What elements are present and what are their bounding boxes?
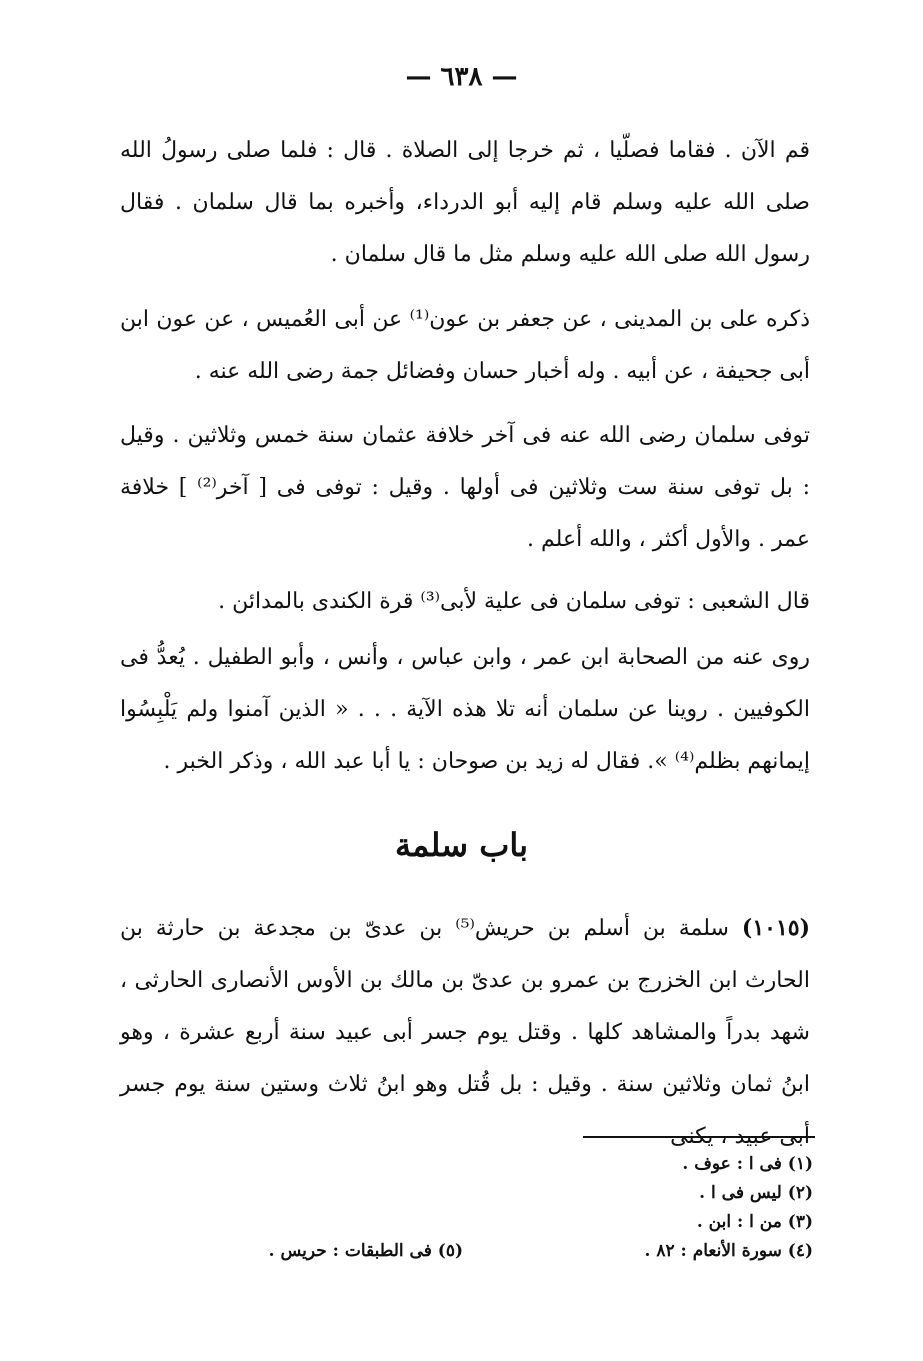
footnote-1: (١) فى ا : عوف . [682, 1154, 813, 1174]
entry-text: سلمة بن أسلم بن حريش⁽⁵⁾ بن عدىّ بن مجدعة بن حارثة بن الحارث ابن الخزرج بن عمرو بن عدىّ بن مالك بن الأوس الأنصارى الحارثى ، شهد بدراً والمشاهد كلها . وقتل يوم جسر أبى عبيد سنة أربع عشرة ، وهو ابنُ ثمان وثلاثين سنة . وقيل : بل قُتل وهو ابنُ ثلاث وستين سنة يوم جسر أبى عبيد ، يكنى [120, 916, 810, 1149]
entry-paragraph [120, 902, 810, 1163]
page-number: — ٦٣٨ — [405, 62, 518, 92]
footnote-5: (٥) فى الطبقات : حريس . [268, 1241, 463, 1261]
entry-number: (١٠١٥) [741, 915, 810, 941]
footnote-3: (٣) من ا : ابن . [696, 1212, 813, 1232]
section-heading: باب سلمة [395, 826, 528, 864]
paragraph-companions: روى عنه من الصحابة ابن عمر ، وابن عباس ، وأنس ، وأبو الطفيل . يُعدُّ فى الكوفيين . روينا عن سلمان أنه تلا هذه الآية . . . « الذين آمنوا ولم يَلْبِسُوا إيمانهم بظلم⁽⁴⁾ ». فقال له زيد بن صوحان : يا أبا عبد الله ، وذكر الخبر . [120, 645, 810, 774]
paragraph-shabi: قال الشعبى : توفى سلمان فى علية لأبى⁽³⁾ قرة الكندى بالمدائن . [218, 589, 810, 614]
footnote-divider [583, 1136, 815, 1138]
paragraph-death-date: توفى سلمان رضى الله عنه فى آخر خلافة عثمان سنة خمس وثلاثين . وقيل : بل توفى سنة ست وثلاثين فى أولها . وقيل : توفى فى [ آخر⁽²⁾ ] خلافة عمر . والأول أكثر ، والله أعلم . [120, 423, 810, 552]
footnote-4: (٤) سورة الأنعام : ٨٢ . [644, 1241, 813, 1261]
paragraph-prayer: قم الآن . فقاما فصلّيا ، ثم خرجا إلى الصلاة . قال : فلما صلى رسولُ الله صلى الله عليه وسلم قام إليه أبو الدرداء، وأخبره بما قال سلمان . فقال رسول الله صلى الله عليه وسلم مثل ما قال سلمان . [120, 138, 810, 267]
footnotes [113, 1150, 813, 1266]
paragraph-narration: ذكره على بن المدينى ، عن جعفر بن عون⁽¹⁾ عن أبى العُميس ، عن عون ابن أبى جحيفة ، عن أبيه . وله أخبار حسان وفضائل جمة رضى الله عنه . [120, 307, 810, 384]
footnote-2: (٢) ليس فى ا . [699, 1183, 813, 1203]
